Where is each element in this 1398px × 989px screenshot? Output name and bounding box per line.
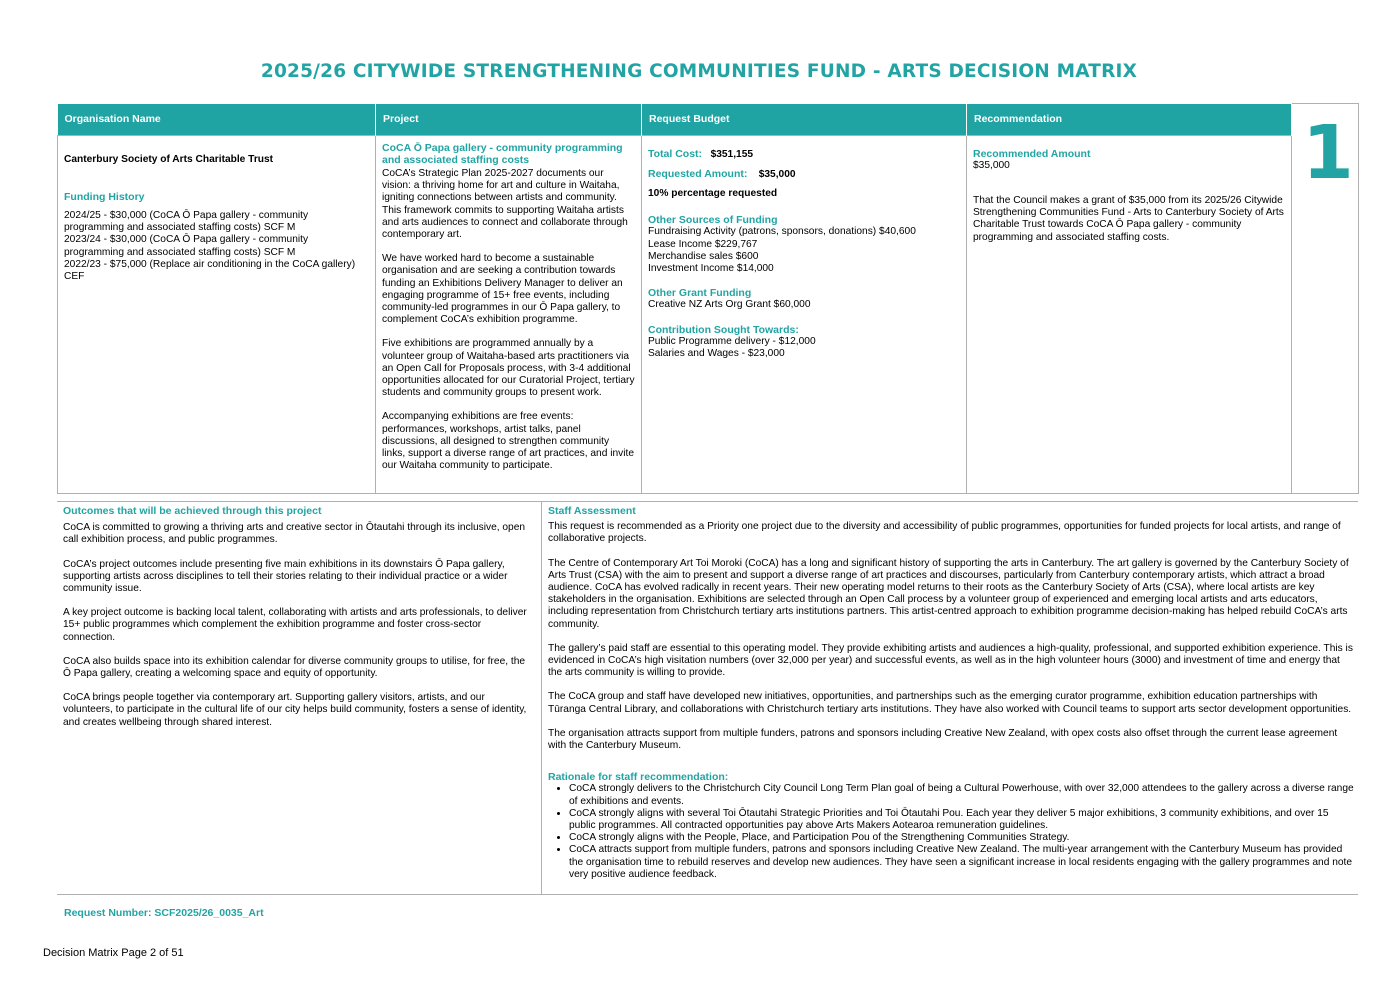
outcomes-paragraph: A key project outcome is backing local talent, collaborating with artists and arts professionals, to deliver 15+ public programmes which complement the exhibition programme and foster cross-sector connection.	[63, 607, 527, 643]
project-cell	[376, 135, 642, 493]
assessment-section	[57, 501, 1358, 895]
other-grant-text: Creative NZ Arts Org Grant $60,000	[648, 299, 811, 311]
budget-cell	[642, 135, 967, 493]
staff-assessment-panel	[548, 505, 1354, 881]
percentage-requested: 10% percentage requested	[648, 187, 778, 199]
outcomes-paragraph: CoCA’s project outcomes include presenting five main exhibitions in its downstairs Ō Papa gallery, supporting artists across disciplines to tell their stories relating to their individual practice or a wider community issue.	[63, 558, 508, 595]
project-paragraph: Five exhibitions are programmed annually by a volunteer group of Waitaha-based arts practitioners via an Open Call for Proposals process, with 3-4 additional opportunities allocated for our Curatorial Project, tertiary students and community groups to present work.	[382, 338, 635, 399]
requested-amount-label: Requested Amount:	[648, 167, 748, 180]
header-request-budget: Request Budget	[642, 104, 967, 136]
header-organisation-name: Organisation Name	[58, 104, 376, 136]
organisation-cell	[58, 135, 376, 493]
recommendation-text: That the Council makes a grant of $35,000 from its 2025/26 Citywide Strengthening Communities Fund - Arts to Canterbury Society of Arts Charitable Trust towards CoCA Ō Papa gallery - community programming and associated staffing costs.	[973, 194, 1284, 243]
outcomes-paragraph: CoCA brings people together via contemporary art. Supporting gallery visitors, artists, and our volunteers, to participate in the cultural life of our city helps build community, fosters a sense of identity, and creates wellbeing through shared interest.	[63, 692, 527, 728]
contribution-title: Contribution Sought Towards:	[648, 323, 799, 336]
rationale-item: • CoCA strongly delivers to the Christchurch City Council Long Term Plan goal of being a Cultural Powerhouse, with over 32,000 attendees to the gallery across a diverse range of exhibitions and events.	[569, 783, 1354, 807]
rationale-item: • CoCA strongly aligns with the People, Place, and Participation Pou of the Strengthening Communities Strategy.	[569, 832, 1354, 844]
project-title: CoCA Ō Papa gallery - community programming and associated staffing costs	[382, 141, 623, 166]
outcomes-paragraph: CoCA is committed to growing a thriving arts and creative sector in Ōtautahi through its inclusive, open call exhibition process, and public programmes.	[63, 522, 526, 546]
staff-paragraph: The organisation attracts support from multiple funders, patrons and sponsors including Creative New Zealand, with opex costs also offset through the current lease agreement with the Canterbury Museum.	[548, 727, 1338, 752]
request-number: Request Number: SCF2025/26_0035_Art	[64, 907, 264, 919]
page-footer: Decision Matrix Page 2 of 51	[43, 947, 184, 959]
project-paragraph: CoCA’s Strategic Plan 2025-2027 documents our vision: a thriving home for art and culture in Waitaha, igniting connections between artists and community. This framework commits to supporting Waitaha artists and arts audiences to connect and collaborate through contemporary art.	[382, 167, 628, 240]
funding-history-title: Funding History	[64, 190, 145, 203]
recommendation-cell	[967, 135, 1292, 493]
project-paragraph: Accompanying exhibitions are free events: performances, workshops, artist talks, panel discussions, all designed to strengthen community links, support a diverse range of art practices, and invite our Waitaha community to participate.	[382, 411, 634, 472]
staff-paragraph: The Centre of Contemporary Art Toi Moroki (CoCA) has a long and significant history of supporting the arts in Canterbury. The art gallery is governed by the Canterbury Society of Arts Trust (CSA) with the aim to present and support a diverse range of art practices and discourses, particularly from Canterbury contemporary artists, which attract a broad audience. CoCA has evolved radically in recent years. Their new operating model returns to their roots as the Canterbury Society of Arts (CSA), where local artists are key stakeholders in the organisation. Exhibitions are selected through an Open Call process by a volunteer group of experienced and emerging local artists and arts educators, including representation from Christchurch tertiary arts institutions partners. This artist-centred approach to exhibition programme decision-making has helped rebuild CoCA’s arts community.	[548, 557, 1349, 630]
rationale-item: • CoCA strongly aligns with several Toi Ōtautahi Strategic Priorities and Toi Ōtautahi Pou. Each year they deliver 5 major exhibitions, 3 community exhibitions, and over 15 public programmes. All contracted opportunities pay above Arts Makers Aotearoa remuneration guidelines.	[569, 808, 1354, 832]
rationale-list	[548, 783, 1354, 881]
other-grant-title: Other Grant Funding	[648, 287, 752, 300]
staff-paragraph: The gallery’s paid staff are essential to this operating model. They provide exhibiting artists and audiences a high-quality, professional, and supported exhibition experience. This is evidenced in CoCA’s high visitation numbers (over 32,000 per year) and successful events, as well as in the high volunteer hours (3000) and investment of time and energy that the arts community is willing to provide.	[548, 642, 1353, 679]
requested-amount-value: $35,000	[758, 168, 796, 180]
outcomes-panel	[63, 505, 533, 729]
staff-paragraph: The CoCA group and staff have developed new initiatives, opportunities, and partnerships such as the emerging curator programme, exhibition education partnerships with Tūranga Central Library, and collaborations with Christchurch tertiary arts institutions. They have also worked with Council teams to support arts sector development opportunities.	[548, 691, 1352, 715]
header-project: Project	[376, 104, 642, 136]
other-sources-text: Fundraising Activity (patrons, sponsors, donations) $40,600 Lease Income $229,767 Merchandise sales $600 Investment Income $14,000	[648, 226, 916, 274]
total-cost-label: Total Cost:	[648, 147, 703, 160]
contribution-text: Public Programme delivery - $12,000 Salaries and Wages - $23,000	[648, 335, 816, 359]
rationale-title: Rationale for staff recommendation:	[548, 771, 729, 784]
organisation-name: Canterbury Society of Arts Charitable Trust	[64, 153, 274, 165]
staff-paragraph: This request is recommended as a Priority one project due to the diversity and accessibility of public programmes, opportunities for funded projects for local artists, and range of collaborative projects.	[548, 521, 1341, 545]
page-number-badge: 1	[1302, 110, 1354, 196]
outcomes-title: Outcomes that will be achieved through this project	[63, 505, 322, 517]
staff-assessment-title: Staff Assessment	[548, 505, 636, 517]
column-divider	[541, 502, 542, 894]
recommended-amount-value: $35,000	[973, 159, 1010, 171]
funding-history-text: 2024/25 - $30,000 (CoCA Ō Papa gallery - community programming and associated staffing costs) SCF M 2023/24 - $30,000 (CoCA Ō Papa gallery - community programming and associated staffing costs) SCF M 2022/23 - $75,000 (Replace air conditioning in the CoCA gallery) CEF	[64, 209, 356, 282]
outcomes-paragraph: CoCA also builds space into its exhibition calendar for diverse community groups to utilise, for free, the Ō Papa gallery, creating a welcoming space and equity of opportunity.	[63, 655, 526, 680]
recommended-amount-title: Recommended Amount	[973, 147, 1091, 160]
total-cost-value: $351,155	[710, 148, 754, 160]
decision-matrix-table	[57, 103, 1359, 494]
page-title: 2025/26 CITYWIDE STRENGTHENING COMMUNITIES FUND - ARTS DECISION MATRIX	[260, 61, 1138, 82]
project-paragraph: We have worked hard to become a sustainable organisation and are seeking a contribution towards funding an Exhibitions Delivery Manager to deliver an engaging programme of 15+ free events, including community-led programmes in our Ō Papa gallery, to complement CoCA’s exhibition programme.	[382, 253, 623, 326]
rationale-item: • CoCA attracts support from multiple funders, patrons and sponsors including Creative New Zealand. The multi-year arrangement with the Canterbury Museum has provided the organisation time to rebuild reserves and develop new audiences. They have seen a significant increase in local residents engaging with the gallery programmes and note very positive audience feedback.	[569, 844, 1354, 881]
header-recommendation: Recommendation	[967, 104, 1292, 136]
other-sources-title: Other Sources of Funding	[648, 214, 778, 227]
